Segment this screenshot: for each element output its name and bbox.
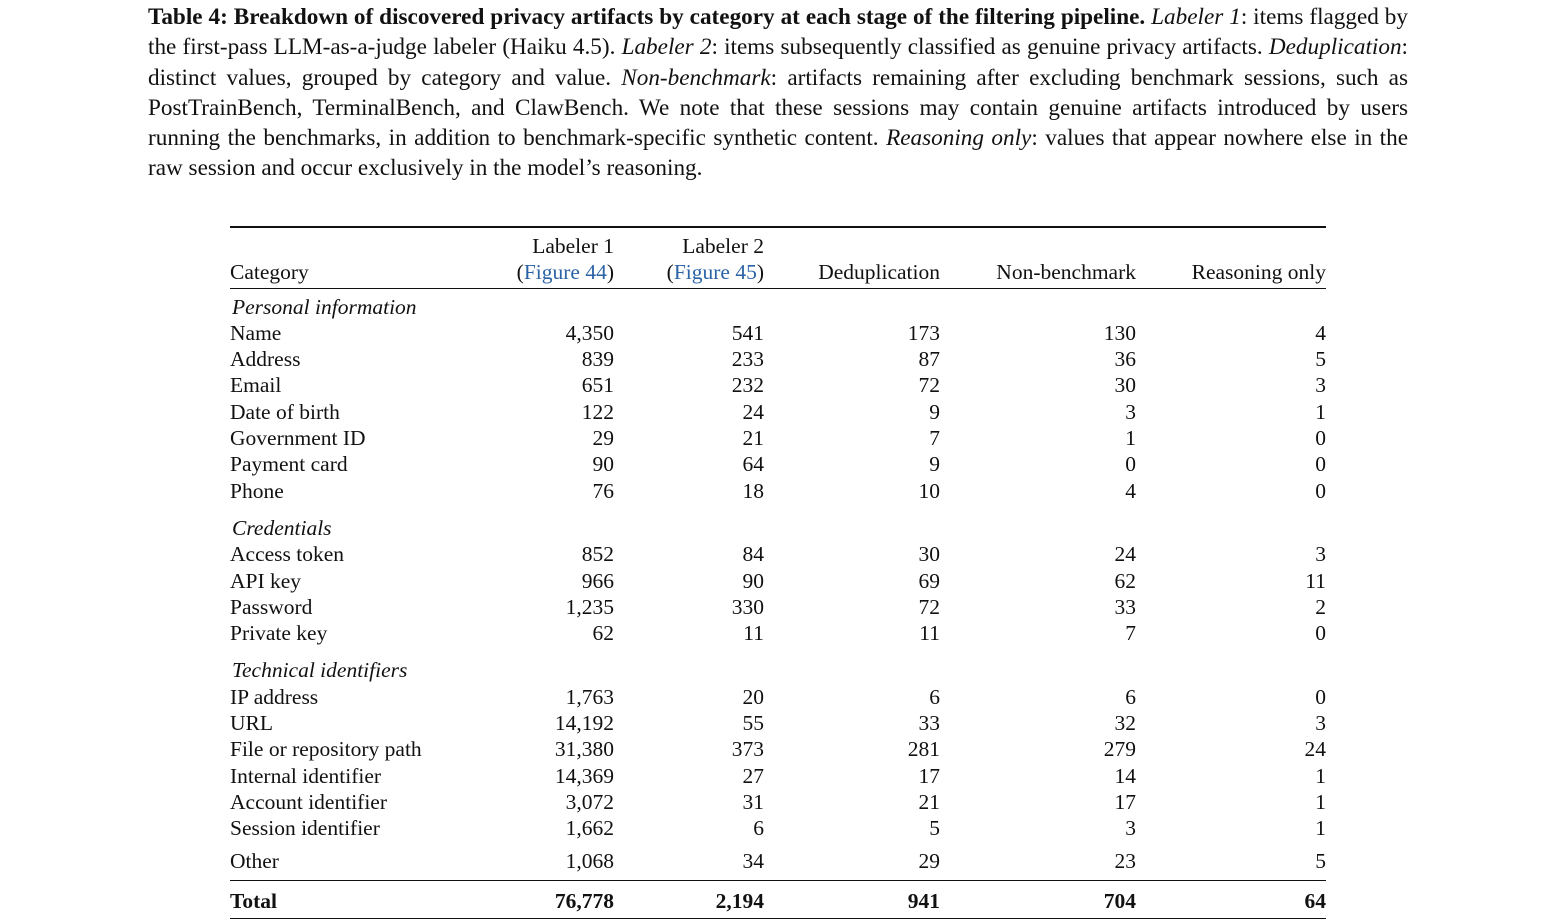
non-benchmark-cell: 4 xyxy=(1125,478,1136,503)
category-name-cell: Name xyxy=(230,320,282,345)
labeler2-cell: 21 xyxy=(742,426,764,451)
category-name-cell: File or repository path xyxy=(230,737,422,762)
header-deduplication: Deduplication xyxy=(764,259,940,288)
table-row xyxy=(230,451,1326,477)
labeler2-cell: 330 xyxy=(731,594,764,619)
table-row xyxy=(230,736,1326,762)
non-benchmark-cell: 32 xyxy=(1114,711,1136,736)
category-name-cell: Other xyxy=(230,848,279,873)
header-row-bottom xyxy=(230,259,1326,288)
table-row xyxy=(230,710,1326,736)
header-non-benchmark: Non-benchmark xyxy=(940,259,1136,288)
table-row xyxy=(230,815,1326,841)
category-name-cell: URL xyxy=(230,711,273,736)
reasoning-only-cell: 0 xyxy=(1315,684,1326,709)
labeler2-cell: 27 xyxy=(742,763,764,788)
non-benchmark-cell: 62 xyxy=(1114,568,1136,593)
labeler1-cell: 90 xyxy=(592,452,614,477)
table-caption xyxy=(148,2,1408,184)
deduplication-cell: 281 xyxy=(907,737,940,762)
caption-term: Deduplication xyxy=(1268,34,1402,61)
non-benchmark-cell: 33 xyxy=(1114,594,1136,619)
table-row xyxy=(230,763,1326,789)
caption-term: Labeler 1 xyxy=(1151,4,1241,30)
reasoning-only-cell: 3 xyxy=(1315,711,1326,736)
labeler2-cell: 84 xyxy=(742,542,764,567)
category-name-cell: Private key xyxy=(230,621,328,646)
deduplication-cell: 9 xyxy=(929,399,940,424)
labeler2-cell: 6 xyxy=(753,816,764,841)
header-row-top xyxy=(230,227,1326,259)
labeler1-cell: 839 xyxy=(581,347,614,372)
labeler1-cell: 3,072 xyxy=(565,789,614,814)
table-row xyxy=(230,594,1326,620)
non-benchmark-cell: 3 xyxy=(1125,399,1136,424)
reasoning-only-cell: 0 xyxy=(1315,426,1326,451)
labeler2-cell: 11 xyxy=(743,621,764,646)
labeler2-cell: 541 xyxy=(731,320,764,345)
section-title: Personal information xyxy=(232,294,417,319)
non-benchmark-cell: 23 xyxy=(1114,848,1136,873)
reasoning-only-cell: 1 xyxy=(1315,399,1326,424)
reasoning-only-cell: 5 xyxy=(1315,347,1326,372)
artifacts-table xyxy=(230,226,1326,919)
caption-text: : distinct values, grouped by category and value. xyxy=(148,34,1408,91)
non-benchmark-cell: 7 xyxy=(1125,621,1136,646)
table-row xyxy=(230,346,1326,372)
category-name-cell: Email xyxy=(230,373,282,398)
deduplication-cell: 72 xyxy=(918,594,940,619)
table-row xyxy=(230,399,1326,425)
table-row xyxy=(230,789,1326,815)
section-title-cell xyxy=(230,510,1326,541)
category-name-cell: IP address xyxy=(230,684,319,709)
non-benchmark-cell: 17 xyxy=(1114,789,1136,814)
deduplication-cell: 5 xyxy=(929,816,940,841)
reasoning-only-cell: 5 xyxy=(1315,848,1326,873)
category-name-cell: Government ID xyxy=(230,426,366,451)
labeler2-cell: 64 xyxy=(742,452,764,477)
category-name-cell: API key xyxy=(230,568,302,593)
deduplication-cell: 7 xyxy=(929,426,940,451)
caption-text: : items flagged by the first-pass LLM-as-a-judge labeler (Haiku 4.5). xyxy=(148,4,1408,61)
deduplication-cell: 33 xyxy=(918,711,940,736)
reasoning-only-cell: 2 xyxy=(1315,594,1326,619)
reasoning-only-cell: 4 xyxy=(1315,320,1326,345)
deduplication-cell: 69 xyxy=(918,568,940,593)
header-labeler1: Labeler 1 xyxy=(532,234,614,258)
category-name-cell: Password xyxy=(230,594,313,619)
labeler2-cell: 34 xyxy=(742,848,764,873)
table-body xyxy=(230,288,1326,919)
header-reasoning-only: Reasoning only xyxy=(1136,259,1326,288)
non-benchmark-cell: 14 xyxy=(1114,763,1136,788)
section-header-row xyxy=(230,510,1326,541)
section-header-row xyxy=(230,288,1326,320)
reasoning-only-cell: 3 xyxy=(1315,373,1326,398)
reasoning-only-cell: 1 xyxy=(1315,789,1326,814)
deduplication-cell: 10 xyxy=(918,478,940,503)
labeler1-cell: 29 xyxy=(592,426,614,451)
non-benchmark-cell: 279 xyxy=(1103,737,1136,762)
non-benchmark-cell: 130 xyxy=(1103,320,1136,345)
deduplication-cell: 9 xyxy=(929,452,940,477)
category-name-cell: Payment card xyxy=(230,452,348,477)
figure-45-link[interactable]: Figure 45 xyxy=(673,260,757,285)
deduplication-cell: 72 xyxy=(918,373,940,398)
deduplication-cell: 173 xyxy=(907,320,940,345)
labeler1-cell: 1,763 xyxy=(565,684,614,709)
labeler1-cell: 651 xyxy=(581,373,614,398)
labeler2-cell: 31 xyxy=(742,789,764,814)
table-row xyxy=(230,478,1326,504)
table-row xyxy=(230,620,1326,646)
category-name-cell: Account identifier xyxy=(230,789,388,814)
labeler1-cell: 76 xyxy=(592,478,614,503)
header-labeler2-ref: (Figure 45) xyxy=(614,259,764,288)
caption-term: Non-benchmark xyxy=(621,64,771,91)
deduplication-cell: 87 xyxy=(918,347,940,372)
section-title: Credentials xyxy=(232,515,332,540)
non-benchmark-cell: 1 xyxy=(1125,426,1136,451)
reasoning-only-cell: 0 xyxy=(1315,478,1326,503)
reasoning-only-cell: 1 xyxy=(1315,816,1326,841)
labeler1-cell: 14,369 xyxy=(554,763,614,788)
labeler2-cell: 24 xyxy=(742,399,764,424)
table-row xyxy=(230,425,1326,451)
reasoning-only-cell: 1 xyxy=(1315,763,1326,788)
labeler1-cell: 14,192 xyxy=(554,711,614,736)
labeler1-cell: 1,068 xyxy=(565,848,614,873)
category-name-cell: Session identifier xyxy=(230,816,380,841)
header-blank xyxy=(1136,227,1326,259)
header-labeler1-ref: (Figure 44) xyxy=(490,259,614,288)
header-category: Category xyxy=(230,259,490,288)
header-blank xyxy=(940,227,1136,259)
non-benchmark-cell: 0 xyxy=(1125,452,1136,477)
reasoning-only-cell: 11 xyxy=(1305,568,1326,593)
labeler2-cell: 18 xyxy=(742,478,764,503)
labeler1-cell: 62 xyxy=(592,621,614,646)
caption-term: Reasoning only xyxy=(886,125,1032,152)
reasoning-only-cell: 0 xyxy=(1315,621,1326,646)
caption-title: Breakdown of discovered privacy artifacts by category at each stage of the filtering pipeline. xyxy=(233,4,1146,30)
labeler2-cell: 2,194 xyxy=(614,880,764,918)
reasoning-only-cell: 24 xyxy=(1304,737,1326,762)
section-header-row xyxy=(230,652,1326,683)
deduplication-cell: 29 xyxy=(918,848,940,873)
section-title-cell xyxy=(230,288,1326,320)
caption-text: : artifacts remaining after excluding benchmark sessions, such as PostTrainBench, TerminalBench, and ClawBench. We note that these sessions may contain genuine artifacts introduced by users running the benchmarks, in addition to benchmark-specific synthetic content. xyxy=(148,64,1409,152)
table-row xyxy=(230,372,1326,398)
labeler1-cell: 76,778 xyxy=(490,880,614,918)
non-benchmark-cell: 704 xyxy=(940,880,1136,918)
table-row xyxy=(230,568,1326,594)
labeler1-cell: 852 xyxy=(581,542,614,567)
non-benchmark-cell: 6 xyxy=(1125,684,1136,709)
labeler1-cell: 966 xyxy=(581,568,614,593)
header-blank xyxy=(764,227,940,259)
deduplication-cell: 17 xyxy=(918,763,940,788)
labeler1-cell: 122 xyxy=(581,399,614,424)
non-benchmark-cell: 3 xyxy=(1125,816,1136,841)
reasoning-only-cell: 64 xyxy=(1136,880,1326,918)
table-row xyxy=(230,684,1326,710)
figure-44-link[interactable]: Figure 44 xyxy=(523,260,607,285)
labeler2-cell: 233 xyxy=(731,347,764,372)
non-benchmark-cell: 30 xyxy=(1114,373,1136,398)
other-row xyxy=(230,842,1326,881)
labeler2-cell: 20 xyxy=(742,684,764,709)
deduplication-cell: 11 xyxy=(919,621,940,646)
labeler1-cell: 1,662 xyxy=(565,816,614,841)
category-name-cell: Phone xyxy=(230,478,284,503)
non-benchmark-cell: 24 xyxy=(1114,542,1136,567)
category-name-cell: Total xyxy=(230,880,490,918)
category-name-cell: Address xyxy=(230,347,301,372)
table-row xyxy=(230,541,1326,567)
non-benchmark-cell: 36 xyxy=(1114,347,1136,372)
labeler1-cell: 4,350 xyxy=(565,320,614,345)
table-row xyxy=(230,320,1326,346)
labeler1-cell: 1,235 xyxy=(565,594,614,619)
deduplication-cell: 30 xyxy=(918,542,940,567)
labeler2-cell: 373 xyxy=(731,737,764,762)
caption-label: Table 4: xyxy=(148,4,228,30)
labeler2-cell: 90 xyxy=(742,568,764,593)
deduplication-cell: 6 xyxy=(929,684,940,709)
header-blank xyxy=(230,227,490,259)
labeler1-cell: 31,380 xyxy=(554,737,614,762)
category-name-cell: Internal identifier xyxy=(230,763,382,788)
category-name-cell: Access token xyxy=(230,542,345,567)
category-name-cell: Date of birth xyxy=(230,399,340,424)
reasoning-only-cell: 0 xyxy=(1315,452,1326,477)
deduplication-cell: 21 xyxy=(918,789,940,814)
deduplication-cell: 941 xyxy=(764,880,940,918)
section-title: Technical identifiers xyxy=(232,658,408,683)
caption-term: Labeler 2 xyxy=(621,34,712,61)
labeler2-cell: 55 xyxy=(742,711,764,736)
section-title-cell xyxy=(230,652,1326,683)
header-labeler2: Labeler 2 xyxy=(682,234,764,258)
labeler2-cell: 232 xyxy=(731,373,764,398)
reasoning-only-cell: 3 xyxy=(1315,542,1326,567)
caption-text: : items subsequently classified as genuine privacy artifacts. xyxy=(711,34,1263,61)
caption-text: : values that appear nowhere else in the raw session and occur exclusively in the model’s reasoning. xyxy=(148,125,1409,182)
